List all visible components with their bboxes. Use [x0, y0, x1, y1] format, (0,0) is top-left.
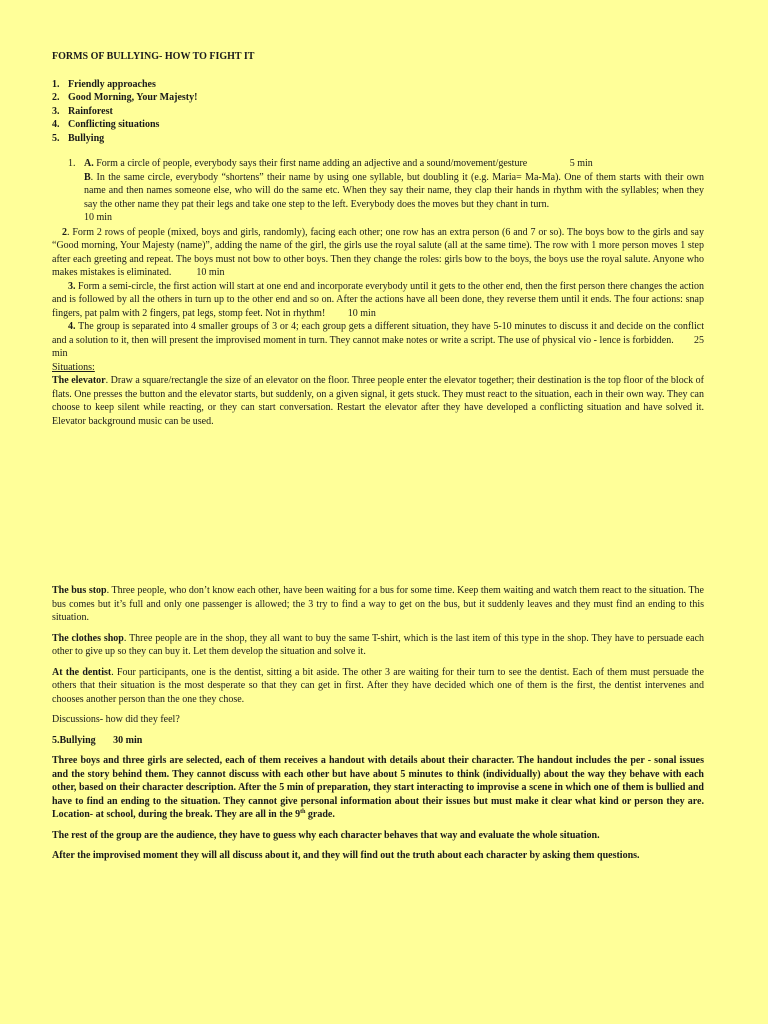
- situation-dentist: At the dentist. Four participants, one is the dentist, sitting a bit aside. The other 3 are waiting for their turn to see the dentist. Each of them must persuade the others that their situation is the most desperate so that they can get in first. After they have decided which one of them is the first, the dentist intervenes and chooses another person than the one they chose.: [52, 666, 705, 705]
- exercise-4: 4. The group is separated into 4 smaller groups of 3 or 4; each group gets a different situation, they have 5-10 minutes to discuss it and decide on the conflict and a solution to it, then will present the improvised moment in turn. They cannot make notes or write a script. The use of physical vio - lence is forbidden. 25 min: [52, 321, 704, 359]
- exercise-2: 2. Form 2 rows of people (mixed, boys and girls, randomly), facing each other; one row has an extra person (6 and 7 or so). The boys bow to the girls and say “Good morning, Your Majesty (name)”, adding the name of the girl, the girls use the royal salute (all at the same time). The row with 1 more person moves 1 step after each greeting and repeat. The boys must not bow to other boys. Then they change the roles: girls bow to the boys, the boys use the royal salute. Anyone who makes mistakes is eliminated. 10 min: [52, 226, 704, 278]
- toc-item: 5. Bullying: [52, 132, 105, 144]
- toc-item: 1. Friendly approaches: [52, 78, 156, 90]
- discussions-line: Discussions- how did they feel?: [52, 714, 180, 725]
- document-page: [52, 50, 704, 870]
- bullying-paragraph-2: The rest of the group are the audience, they have to guess why each character behaves that way and evaluate the whole situation.: [52, 829, 600, 841]
- toc-item: 4. Conflicting situations: [52, 119, 160, 130]
- bullying-heading: 5.Bullying 30 min: [52, 734, 143, 746]
- situations-label: Situations:: [52, 361, 95, 373]
- bullying-paragraph-3: After the improvised moment they will all discuss about it, and they will find out the truth about each character by asking them questions.: [52, 850, 640, 861]
- situation-bus-stop: The bus stop. Three people, who don’t know each other, have been waiting for a bus for some time. Keep them waiting and watch them react to the situation. The bus comes but it’s full and only one passenger is allowed; the 3 try to find a way to get on the bus, but it suddenly leaves and they must find an ending to this situation.: [52, 585, 704, 623]
- exercise-3: 3. Form a semi-circle, the first action will start at one end and incorporate everybody until it gets to the other end, then the first person there changes the action and is followed by all the others in turn up to the other end and so on. After the actions have all been done, they reverse them until it ends. The four actions: snap fingers, pat palm with 2 fingers, pat legs, stomp feet. Not in rhythm! 10 min: [52, 280, 704, 319]
- toc-item: 2. Good Morning, Your Majesty!: [52, 92, 198, 103]
- exercise-1: [52, 157, 704, 225]
- situation-elevator: The elevator. Draw a square/rectangle the size of an elevator on the floor. Three people enter the elevator together; their destination is the top floor of the block of flats. One presses the button and the elevator starts, but suddenly, on a given signal, it gets stuck. They must react to the situation, each in their own way. They can choose to keep silent while reacting, or they can start conversation. Restart the elevator after they have developed a conflicting situation and have solved it. Elevator background music can be used.: [52, 375, 704, 427]
- bullying-paragraph-1: Three boys and three girls are selected, each of them receives a handout with details about their character. The handout includes the per - sonal issues and the story behind them. They cannot discuss with each other but have about 5 minutes to think (individually) about the way they behave with each other, based on their character description. After the 5 min of preparation, they start interacting to improvise a scene in which one of them is bullied and have to find an ending to the situation. They cannot give personal information about their issues but must make it clear what kind or person they are. Location- at school, during the break. They are all in the 9th grade.: [52, 755, 704, 820]
- toc-item: 3. Rainforest: [52, 105, 113, 117]
- exercise-1a: 1. A. Form a circle of people, everybody says their first name adding an adjective and a sound/movement/gesture 5 min: [68, 158, 593, 169]
- situation-clothes-shop: The clothes shop. Three people are in the shop, they all want to buy the same T-shirt, which is the last item of this type in the shop. They have to persuade each other to give up so they can buy it. Let them develop the situation and solve it.: [52, 632, 705, 657]
- document-title: FORMS OF BULLYING- HOW TO FIGHT IT: [52, 51, 255, 62]
- blank-space: [52, 428, 704, 584]
- table-of-contents: [52, 78, 704, 146]
- exercise-1b: B. In the same circle, everybody “shortens” their name by using one syllable, but doubling it (e.g. Maria= Ma-Ma). One of them starts with their own name and then names someone else, who will do the same etc. When they say their name, they clap their hands in rhythm with the syllables; when they say the other name they pat their legs and take one step to the left. Everybody does the moves but they chant in turn. 10 min: [84, 171, 704, 223]
